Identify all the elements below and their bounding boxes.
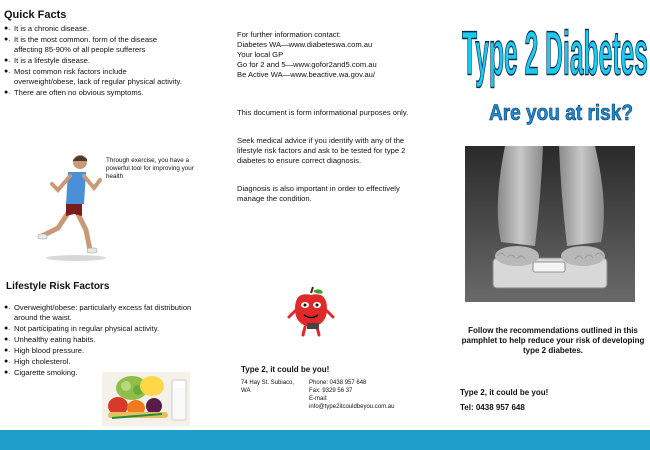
list-item: ●. Cigarette smoking. — [4, 368, 78, 377]
feet-on-scale-image — [465, 146, 635, 302]
bullet-icon: ●. — [4, 325, 11, 332]
bullet-icon: ●. — [4, 347, 11, 354]
quick-facts-list — [4, 24, 182, 99]
recommendation-text: Follow the recommendations outlined in this pamphlet to help reduce your risk of developing type 2 diabetes. — [461, 326, 645, 355]
panel-right — [430, 0, 650, 430]
telephone: Tel: 0438 957 648 — [460, 403, 525, 412]
bullet-icon: ●. — [4, 369, 11, 376]
info-text: This document is form informational purposes only. — [237, 108, 409, 117]
bullet-icon: ●. — [4, 336, 11, 343]
lifestyle-heading: Lifestyle Risk Factors — [6, 281, 110, 292]
pamphlet-title — [460, 12, 650, 90]
apple-mascot-image — [287, 287, 335, 337]
bullet-icon: ●. — [4, 36, 11, 43]
contact-line: Your local GP — [237, 50, 284, 59]
bullet-icon: ●. — [4, 89, 11, 96]
diagnosis-text: Diagnosis is also important in order to effectively manage the condition. — [237, 184, 400, 203]
slogan: Type 2, it could be you! — [241, 365, 330, 374]
contact-line: Go for 2 and 5—www.gofor2and5.com.au — [237, 60, 377, 69]
list-item: ●. High cholesterol. — [4, 357, 71, 366]
list-item: ●. It is the most common. form of the disease affecting 85-90% of all people sufferers — [4, 35, 158, 54]
list-item: ●. It is a chronic disease. — [4, 24, 90, 33]
bullet-icon: ●. — [4, 68, 11, 75]
list-item: ●. Overweight/obese: particularly excess fat distribution around the waist. — [4, 303, 192, 322]
contact-line: Be Active WA—www.beactive.wa.gov.au/ — [237, 70, 376, 79]
contact-line: For further information contact: — [237, 30, 341, 39]
list-item: ●. Unhealthy eating habits. — [4, 335, 96, 344]
phone-details: Phone: 0438 957 648 Fax: 9329 56 37 E-mail: info@type2itcouldbeyou.com.au — [309, 380, 395, 410]
advice-text: Seek medical advice if you identify with any of the lifestyle risk factors and ask to be tested for type 2 diabetes to ensure correct diagnosis. — [237, 136, 406, 165]
panel-middle — [225, 0, 430, 430]
bullet-icon: ●. — [4, 304, 11, 311]
address: 74 Hay St. Subiaco, WA — [241, 380, 295, 394]
runner-caption: Through exercise, you have a powerful tool for improving your health — [106, 157, 194, 180]
bottom-bar — [0, 430, 650, 450]
bullet-icon: ●. — [4, 25, 11, 32]
title-text: Type 2 Diabetes — [462, 18, 648, 88]
list-item: ●. Most common risk factors include overweight/obese, lack of regular physical activity. — [4, 67, 182, 86]
subtitle-text: Are you at risk? — [489, 100, 633, 125]
runner-image — [30, 150, 112, 262]
healthy-food-image — [102, 372, 190, 426]
list-item: ●. It is a lifestyle disease. — [4, 56, 90, 65]
contact-info — [237, 30, 417, 80]
bullet-icon: ●. — [4, 57, 11, 64]
list-item: ●. Not participating in regular physical activity. — [4, 324, 160, 333]
contact-line: Diabetes WA—www.diabeteswa.com.au — [237, 40, 373, 49]
lifestyle-list — [4, 303, 194, 379]
list-item: ●. There are often no obvious symptoms. — [4, 88, 144, 97]
bullet-icon: ●. — [4, 358, 11, 365]
pamphlet-subtitle — [486, 96, 636, 126]
panel-left — [0, 0, 225, 430]
slogan: Type 2, it could be you! — [460, 388, 549, 397]
quick-facts-heading: Quick Facts — [4, 9, 67, 21]
list-item: ●. High blood pressure. — [4, 346, 85, 355]
